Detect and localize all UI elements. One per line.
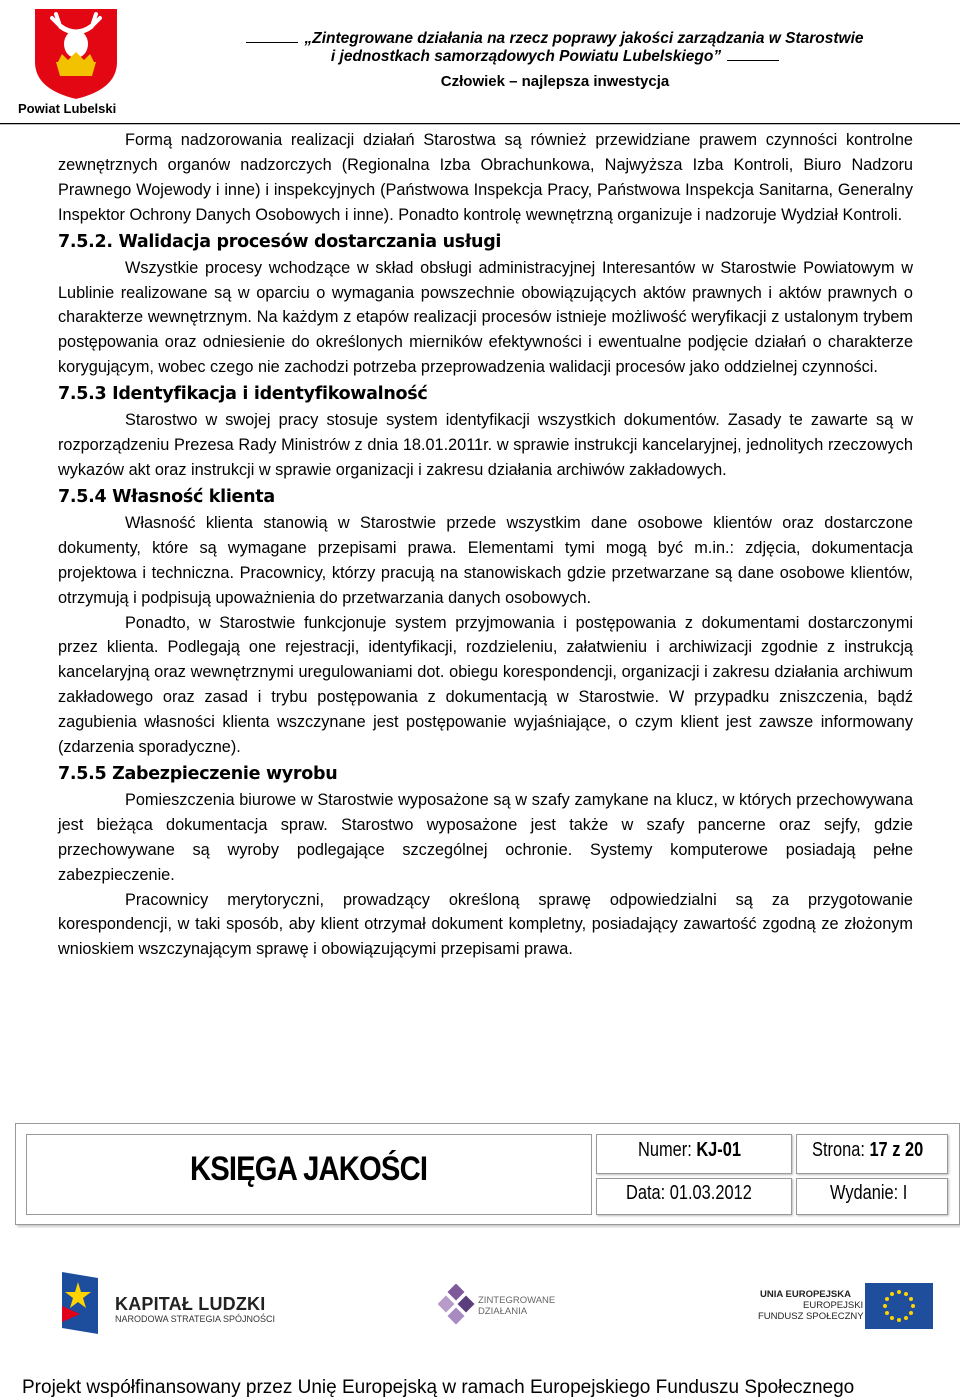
coat-of-arms-icon: [30, 4, 122, 102]
heading-7-5-5: 7.5.5 Zabezpieczenie wyrobu: [58, 763, 338, 784]
project-title-line2: i jednostkach samorządowych Powiatu Lubelskiego”: [160, 48, 950, 66]
data-field: Data: 01.03.2012: [626, 1182, 752, 1204]
strona-field: Strona: 17 z 20: [812, 1139, 924, 1161]
paragraph-zabezpieczenie-2: Pracownicy merytoryczni, prowadzący określoną sprawę odpowiedzialni są za przygotowanie korespondencji, w taki sposób, aby klient otrzymał dokument kompletny, posiadający zawartość zgodną ze złożonym wnioskiem wszczynającym sprawę i obowiązującymi przepisami prawa.: [58, 890, 913, 959]
numer-field: Numer: KJ-01: [638, 1139, 741, 1161]
kapital-ludzki-title: KAPITAŁ LUDZKI: [115, 1294, 266, 1314]
project-title-line1: „Zintegrowane działania na rzecz poprawy jakości zarządzania w Starostwie: [160, 30, 950, 48]
zintegrowane-dzialania-logo-icon: [438, 1284, 476, 1326]
project-motto: Człowiek – najlepsza inwestycja: [440, 73, 670, 90]
ue-line2: EUROPEJSKI: [803, 1300, 864, 1311]
brand-label: Powiat Lubelski: [18, 101, 117, 116]
ue-line3: FUNDUSZ SPOŁECZNY: [758, 1311, 864, 1322]
wydanie-field: Wydanie: I: [830, 1182, 908, 1204]
paragraph-wlasnosc-2: Ponadto, w Starostwie funkcjonuje system przyjmowania i postępowania z dokumentami dostarczonymi przez klienta. Podlegają one rejestracji, identyfikacji, rozdzieleniu, załatwieniu i archiwizacji zgodnie z instrukcją kancelaryjną oraz wewnętrznymi uregulowaniami dot. obiegu korespondencji, organizacji i zakresu działania archiwum zakładowego oraz zasad i trybu postępowania z dokumentacją w Starostwie. W przypadku zniszczenia, bądź zagubienia własności klienta wszczynane jest postępowanie wyjaśniające, o czym klient jest zawsze informowany (zdarzenia sporadyczne).: [58, 613, 913, 757]
heading-7-5-4: 7.5.4 Własność klienta: [58, 486, 275, 507]
header-rule: [0, 123, 960, 125]
zintegrowane-line1: ZINTEGROWANE: [478, 1295, 556, 1306]
paragraph-identyfikacja: Starostwo w swojej pracy stosuje system identyfikacji wszystkich dokumentów. Zasady te zawarte są w rozporządzeniu Prezesa Rady Ministrów z dnia 18.01.2011r. w sprawie instrukcji kancelaryjnej, jednolitych rzeczowych wykazów akt oraz instrukcji w sprawie organizacji i zakresu działania archiwów zakładowych.: [58, 411, 913, 479]
eu-flag-icon: [865, 1283, 933, 1329]
document-body: [58, 128, 913, 962]
zintegrowane-line2: DZIAŁANIA: [478, 1306, 528, 1317]
paragraph-walidacja: Wszystkie procesy wchodzące w skład obsługi administracyjnej Interesantów w Starostwie Powiatowym w Lublinie realizowane są w oparciu o wymagania powszechnie obowiązujących aktów prawnych i aktów prawnych o charakterze wewnętrznym. Na każdym z etapów realizacji procesów istnieje możliwość weryfikacji z ustalonym trybem postępowania oraz odniesienie do określonych mierników efektywności i ewentualne podjęcie działań o charakterze korygującym, wobec czego nie zachodzi potrzeba przeprowadzenia walidacji procesów jako oddzielnej czynności.: [58, 258, 913, 377]
kapital-ludzki-subtitle: NARODOWA STRATEGIA SPÓJNOŚCI: [115, 1314, 276, 1324]
heading-7-5-3: 7.5.3 Identyfikacja i identyfikowalność: [58, 384, 428, 405]
paragraph-kontrola: Formą nadzorowania realizacji działań Starostwa są również przewidziane prawem czynności kontrolne zewnętrznych organów nadzorczych (Regionalna Izba Obrachunkowa, Najwyższa Izba Kontroli, Biuro Nadzoru Prawnego Wojewody i inne) i inspekcyjnych (Państwowa Inspekcja Pracy, Państwowa Inspekcja Sanitarna, Generalny Inspektor Ochrony Danych Osobowych i inne). Ponadto kontrolę wewnętrzną organizuje i nadzoruje Wydział Kontroli.: [58, 131, 913, 224]
book-title: KSIĘGA JAKOŚCI: [190, 1150, 428, 1188]
paragraph-wlasnosc-1: Własność klienta stanowią w Starostwie przede wszystkim dane osobowe klientów oraz dostarczone dokumenty, które są wymagane przepisami prawa. Elementami tymi mogą być m.in.: zdjęcia, dokumentacja projektowa i techniczna. Pracownicy, którzy pracują na stanowiskach gdzie przetwarzane są dane osobowe klientów, otrzymują i podpisują upoważnienia do przetwarzania danych osobowych.: [58, 513, 913, 607]
ue-line1: UNIA EUROPEJSKA: [760, 1289, 851, 1300]
kapital-ludzki-logo-icon: [58, 1270, 102, 1336]
project-funding-line: Projekt współfinansowany przez Unię Europejską w ramach Europejskiego Funduszu Społecznego: [22, 1377, 855, 1398]
heading-7-5-2: 7.5.2. Walidacja procesów dostarczania usługi: [58, 231, 502, 252]
paragraph-zabezpieczenie-1: Pomieszczenia biurowe w Starostwie wyposażone są w szafy zamykane na klucz, w których przechowywana jest bieżąca dokumentacja spraw. Starostwo wyposażone jest także w szafy pancerne oraz sejfy, gdzie przechowywane są wyroby podlegające szczególnej ochronie. Systemy komputerowe posiadają pełne zabezpieczenie.: [58, 790, 913, 884]
